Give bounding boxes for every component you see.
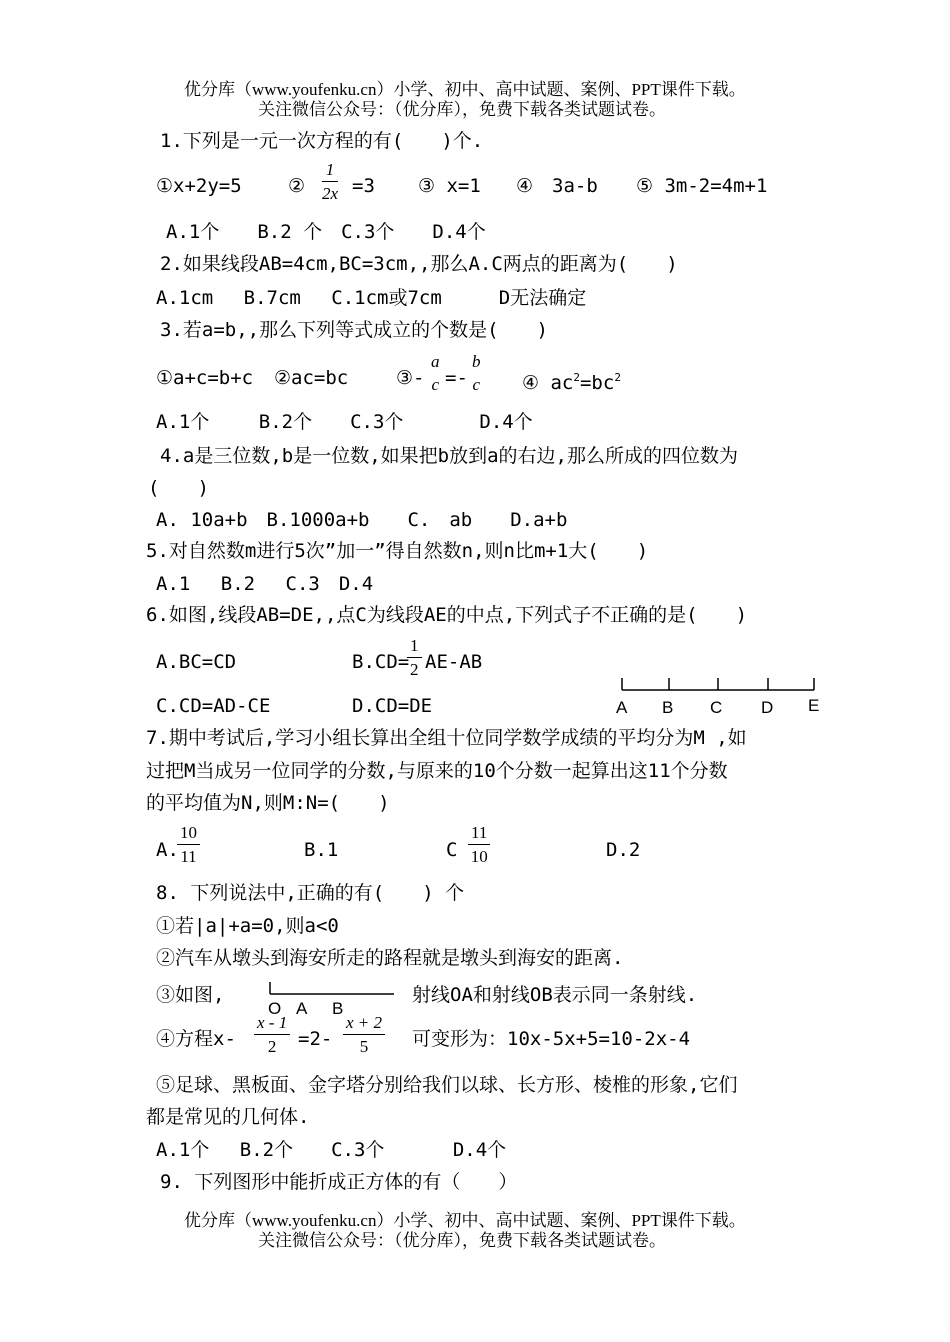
q7-choice-c-label: C bbox=[446, 839, 458, 861]
q1-option-2-suffix: =3 bbox=[352, 175, 375, 197]
q8-ray-point-o: O bbox=[268, 999, 282, 1018]
q8-ray-diagram bbox=[264, 978, 398, 1000]
q7-choice-c-fraction bbox=[468, 824, 490, 866]
fraction-denominator: 5 bbox=[359, 1037, 369, 1056]
q7-stem-line-1: 7.期中考试后,学习小组长算出全组十位同学数学成绩的平均分为M ,如 bbox=[146, 727, 747, 749]
fraction-numerator: a bbox=[431, 352, 440, 371]
q6-point-c: C bbox=[710, 698, 723, 717]
q1-option-2-fraction bbox=[322, 161, 338, 203]
fraction-denominator: c bbox=[431, 375, 440, 394]
q2-choices: A.1cm B.7cm C.1cm或7cm D无法确定 bbox=[156, 287, 587, 309]
q7-stem-line-3: 的平均值为N,则M:N=( ) bbox=[146, 792, 390, 814]
q3-option-4-mid: =bc bbox=[579, 372, 615, 394]
q6-choice-d: D.CD=DE bbox=[352, 695, 433, 717]
q8-ray-point-b: B bbox=[332, 999, 344, 1018]
footer-line-2: 关注微信公众号：（优分库），免费下载各类试题试卷。 bbox=[258, 1231, 666, 1250]
q8-statement-3-prefix: ③如图, bbox=[156, 984, 225, 1006]
q1-option-4: ④ 3a-b bbox=[516, 175, 598, 197]
q2-stem: 2.如果线段AB=4cm,BC=3cm,,那么A.C两点的距离为( ) bbox=[160, 253, 678, 275]
q8-statement-2: ②汽车从墩头到海安所走的路程就是墩头到海安的距离. bbox=[156, 947, 624, 969]
q6-point-e: E bbox=[808, 696, 820, 715]
q8-statement-1: ①若|a|+a=0,则a<0 bbox=[156, 915, 339, 937]
q8-statement-4-fraction-2 bbox=[343, 1014, 385, 1056]
header-line-1: 优分库（www.youfenku.cn）小学、初中、高中试题、案例、PPT课件下载。 bbox=[184, 80, 746, 99]
q3-option-3-fraction-2 bbox=[469, 353, 484, 394]
q8-statement-4-suffix: 可变形为：10x-5x+5=10-2x-4 bbox=[412, 1028, 691, 1050]
q3-option-4-prefix: ④ ac bbox=[522, 372, 574, 394]
fraction-numerator: 10 bbox=[177, 824, 200, 845]
q8-statement-5-line-2: 都是常见的几何体. bbox=[146, 1106, 310, 1128]
q7-choice-b: B.1 bbox=[304, 839, 339, 861]
q7-choice-d: D.2 bbox=[606, 839, 641, 861]
fraction-denominator: 2 bbox=[267, 1037, 277, 1056]
fraction-denominator: 2x bbox=[322, 184, 339, 203]
fraction-numerator: 1 bbox=[322, 161, 338, 182]
q6-stem: 6.如图,线段AB=DE,,点C为线段AE的中点,下列式子不正确的是( ) bbox=[146, 604, 748, 626]
fraction-numerator: x - 1 bbox=[254, 1014, 290, 1035]
q6-segment-diagram bbox=[616, 674, 826, 694]
q6-choice-b-fraction bbox=[407, 637, 422, 679]
q7-choice-a-label: A. bbox=[156, 839, 179, 861]
q4-stem: 4.a是三位数,b是一位数,如果把b放到a的右边,那么所成的四位数为 bbox=[160, 445, 738, 467]
fraction-numerator: b bbox=[472, 352, 481, 371]
q8-statement-4-mid: =2- bbox=[298, 1028, 333, 1050]
q3-option-3-mid: =- bbox=[445, 367, 468, 389]
q8-ray-point-a: A bbox=[296, 999, 308, 1018]
fraction-denominator: 2 bbox=[410, 660, 419, 679]
q8-statement-4-prefix: ④方程x- bbox=[156, 1028, 236, 1050]
q6-point-d: D bbox=[761, 698, 774, 717]
q9-stem: 9. 下列图形中能折成正方体的有（ ） bbox=[160, 1171, 518, 1193]
q3-option-1: ①a+c=b+c bbox=[156, 367, 254, 389]
q3-option-3-prefix: ③- bbox=[396, 367, 425, 389]
q8-statement-3-suffix: 射线OA和射线OB表示同一条射线. bbox=[412, 984, 698, 1006]
q8-stem: 8. 下列说法中,正确的有( ) 个 bbox=[156, 882, 465, 904]
q7-stem-line-2: 过把M当成另一位同学的分数,与原来的10个分数一起算出这11个分数 bbox=[146, 760, 728, 782]
q5-choices: A.1 B.2 C.3 D.4 bbox=[156, 573, 374, 595]
fraction-numerator: 11 bbox=[468, 824, 490, 845]
q4-stem-paren: ( ) bbox=[148, 477, 209, 499]
q3-option-3-fraction-1 bbox=[428, 353, 443, 394]
fraction-numerator: 1 bbox=[407, 637, 422, 658]
q6-choice-b-prefix: B.CD= bbox=[352, 651, 410, 673]
q6-point-a: A bbox=[616, 698, 628, 717]
footer-line-1: 优分库（www.youfenku.cn）小学、初中、高中试题、案例、PPT课件下载。 bbox=[184, 1211, 746, 1230]
q1-stem: 1.下列是一元一次方程的有( )个. bbox=[160, 130, 484, 152]
q4-choices: A. 10a+b B.1000a+b C. ab D.a+b bbox=[156, 509, 568, 531]
fraction-denominator: 11 bbox=[180, 847, 197, 866]
q3-choices: A.1个 B.2个 C.3个 D.4个 bbox=[156, 411, 533, 433]
fraction-denominator: 10 bbox=[470, 847, 488, 866]
q3-option-2: ②ac=bc bbox=[274, 367, 349, 389]
q1-option-5: ⑤ 3m-2=4m+1 bbox=[636, 175, 768, 197]
q7-choice-a-fraction bbox=[177, 824, 200, 866]
q6-choice-a: A.BC=CD bbox=[156, 651, 237, 673]
q6-choice-c: C.CD=AD-CE bbox=[156, 695, 271, 717]
q8-statement-5-line-1: ⑤足球、黑板面、金字塔分别给我们以球、长方形、棱椎的形象,它们 bbox=[156, 1074, 738, 1096]
q3-option-4-exponent-2: 2 bbox=[614, 371, 621, 384]
fraction-numerator: x + 2 bbox=[343, 1014, 385, 1035]
q1-option-3: ③ x=1 bbox=[418, 175, 481, 197]
q1-option-2-prefix: ② bbox=[288, 175, 306, 197]
q6-point-b: B bbox=[662, 698, 674, 717]
q5-stem: 5.对自然数m进行5次”加一”得自然数n,则n比m+1大( ) bbox=[146, 540, 649, 562]
q3-stem: 3.若a=b,,那么下列等式成立的个数是( ) bbox=[160, 319, 548, 341]
fraction-denominator: c bbox=[472, 375, 481, 394]
q1-option-1: ①x+2y=5 bbox=[156, 175, 242, 197]
q6-choice-b-suffix: AE-AB bbox=[425, 651, 483, 673]
q1-choices: A.1个 B.2 个 C.3个 D.4个 bbox=[166, 221, 486, 243]
q8-statement-4-fraction-1 bbox=[254, 1014, 290, 1056]
q8-choices: A.1个 B.2个 C.3个 D.4个 bbox=[156, 1139, 507, 1161]
header-line-2: 关注微信公众号：（优分库），免费下载各类试题试卷。 bbox=[258, 100, 666, 119]
q3-option-4 bbox=[522, 366, 621, 395]
q3-option-4-exponent-1: 2 bbox=[573, 371, 580, 384]
